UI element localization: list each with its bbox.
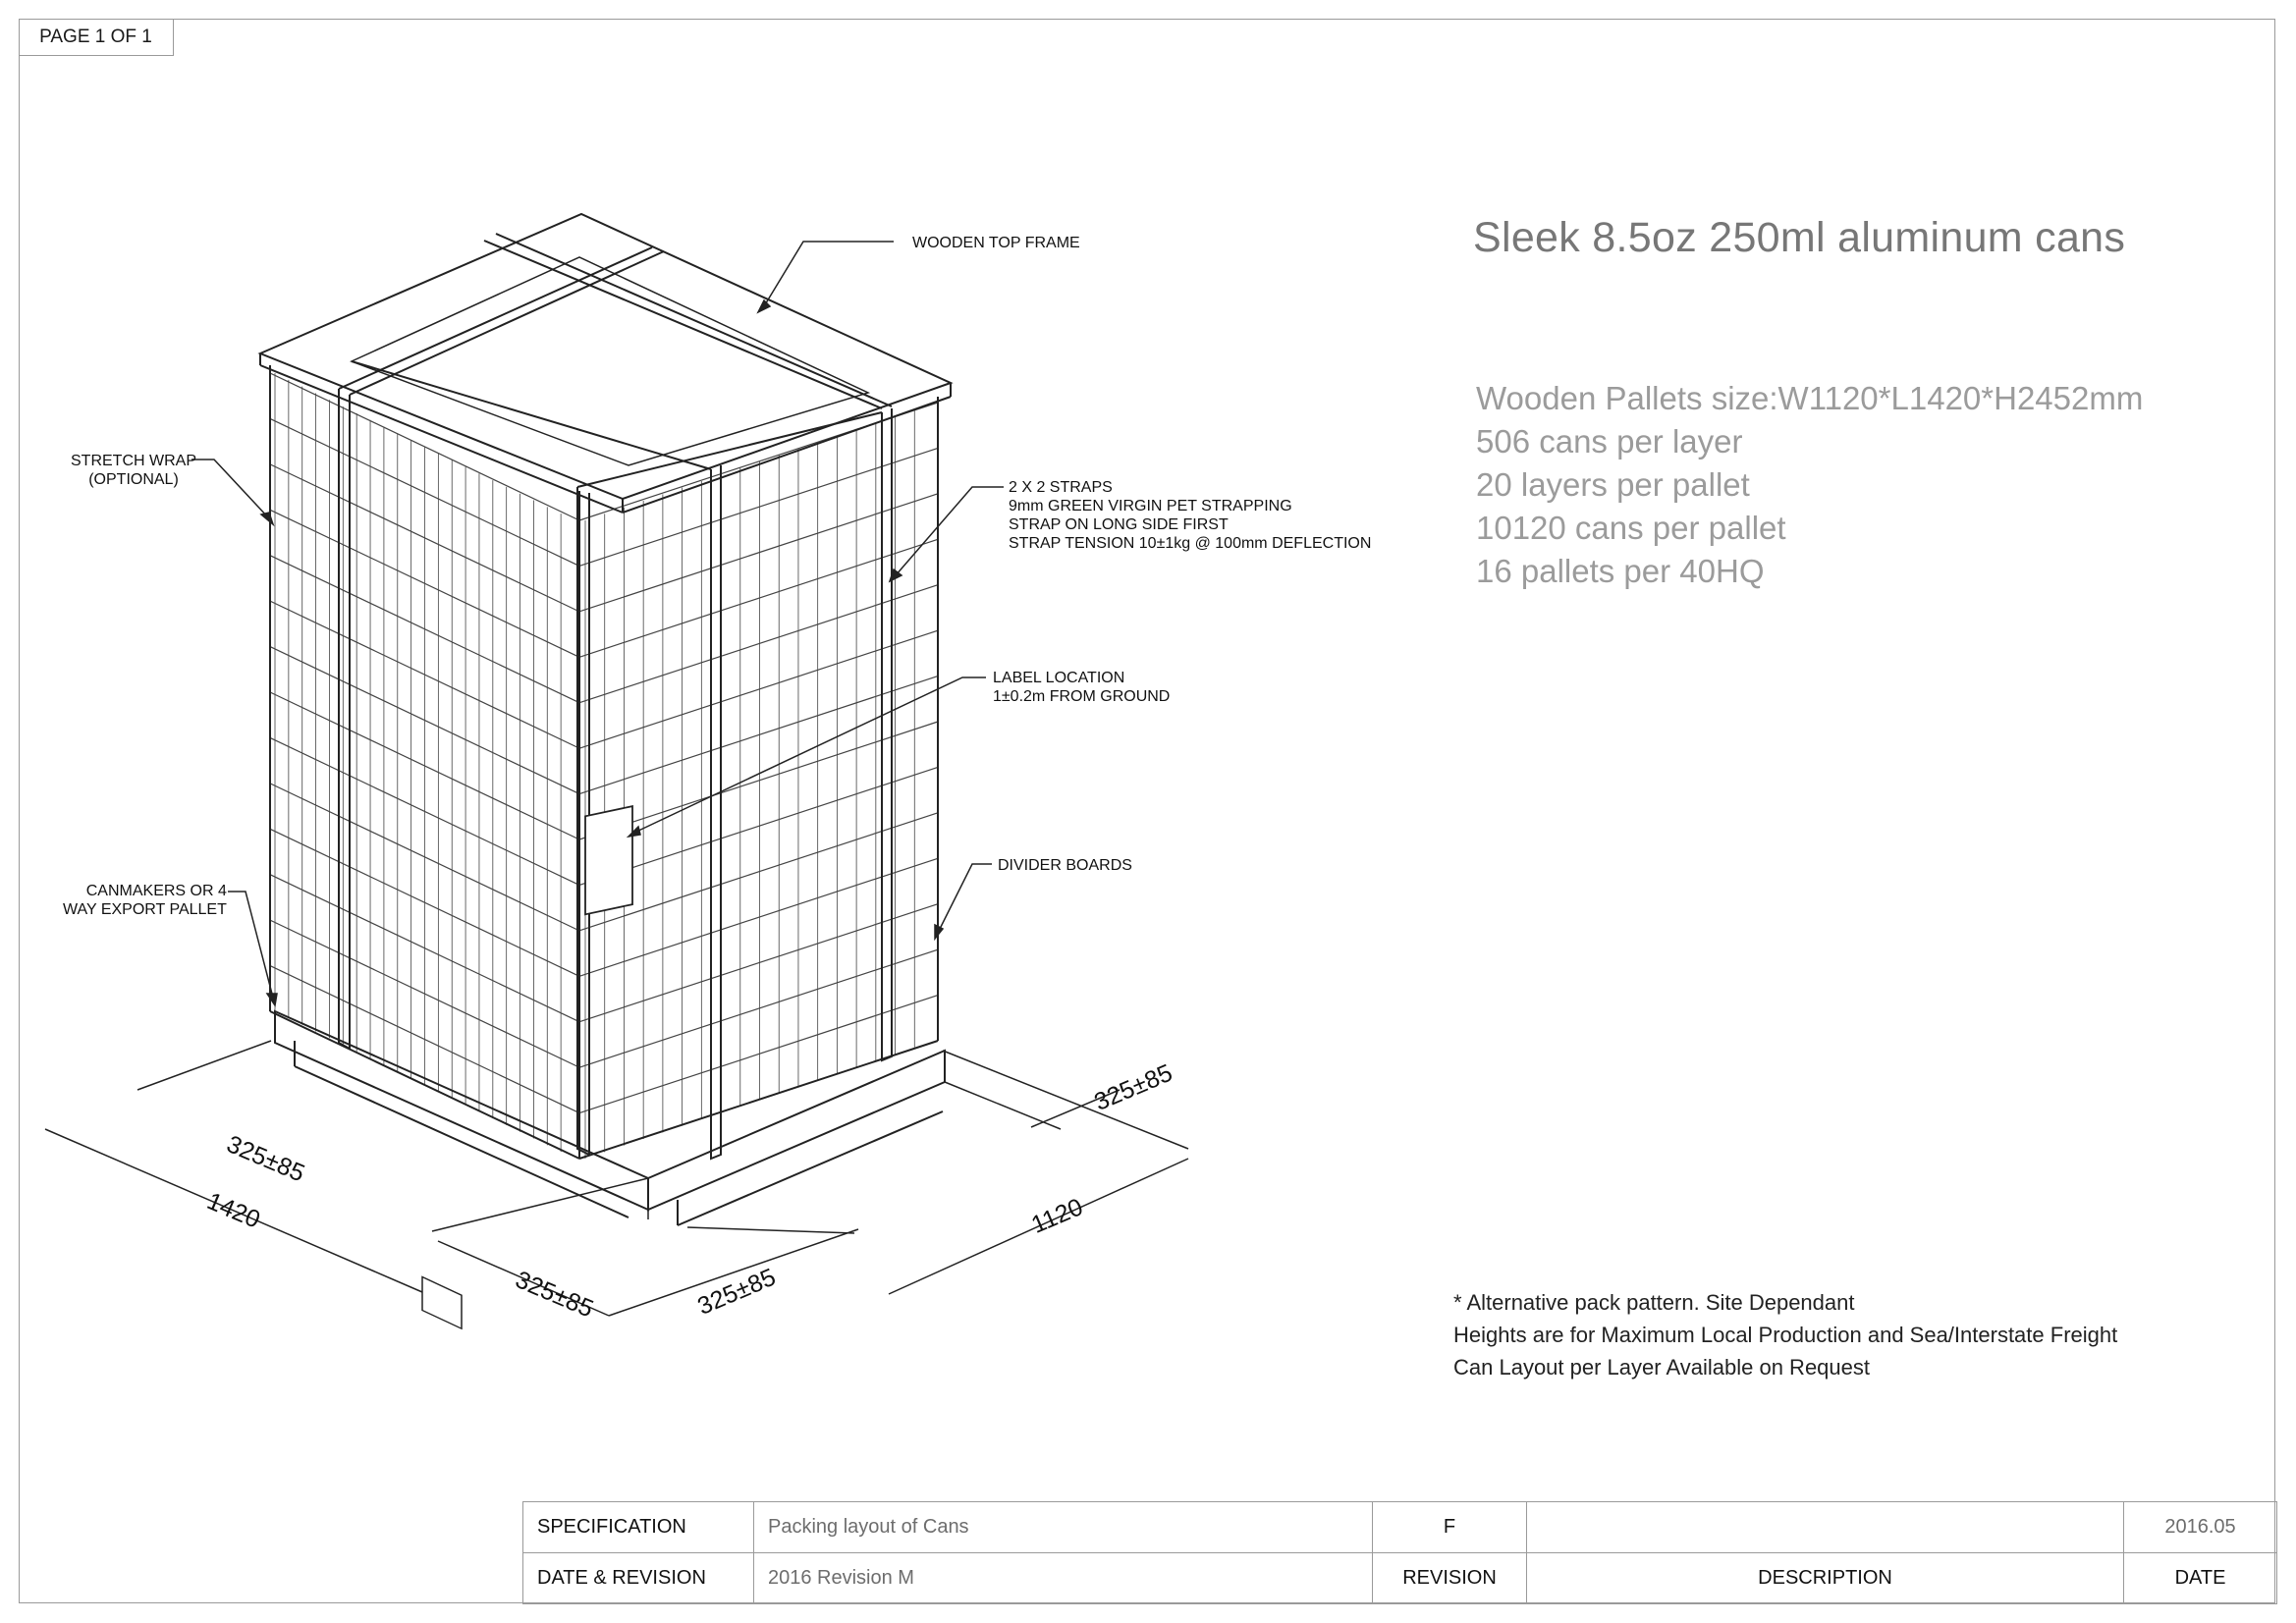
strap-left-front [339,389,350,1049]
callout-stretch-wrap [71,452,196,489]
spec-label: SPECIFICATION [523,1502,754,1553]
callout-straps-line2: 9mm GREEN VIRGIN PET STRAPPING [1009,498,1292,514]
daterev-value: 2016 Revision M [754,1553,1373,1604]
dimension-lines [45,1041,1188,1316]
revision-value: F [1373,1502,1527,1553]
title-block-row-2 [523,1553,2277,1604]
callout-stretch-wrap-line2: (OPTIONAL) [88,471,179,488]
daterev-label: DATE & REVISION [523,1553,754,1604]
revision-label: REVISION [1373,1553,1527,1604]
dim-left-offset: 325±85 [222,1130,309,1188]
can-rows-left-face [270,373,579,1159]
callout-label-line2: 1±0.2m FROM GROUND [993,688,1171,705]
description-label: DESCRIPTION [1527,1553,2124,1604]
title-block [522,1501,2277,1604]
callout-wooden-top-frame: WOODEN TOP FRAME [912,235,1080,251]
date-value: 2016.05 [2124,1502,2277,1553]
spec-cans-per-layer: 506 cans per layer [1476,423,1743,460]
note-line1: * Alternative pack pattern. Site Dependant [1453,1290,1855,1315]
drawing-notes [1453,1286,2117,1383]
spec-pallet-size: Wooden Pallets size:W1120*L1420*H2452mm [1476,380,2144,416]
dim-length: 1420 [202,1187,264,1234]
description-value [1527,1502,2124,1553]
product-title: Sleek 8.5oz 250ml aluminum cans [1473,214,2126,261]
dim-front-right-offset: 325±85 [693,1263,780,1321]
callout-straps-line3: STRAP ON LONG SIDE FIRST [1009,516,1229,533]
callout-pallet-line2: WAY EXPORT PALLET [63,901,227,918]
spec-cans-per-pallet: 10120 cans per pallet [1476,510,1786,546]
strap-side-1 [711,465,721,1159]
note-line3: Can Layout per Layer Available on Request [1453,1355,1870,1380]
callout-label-location [993,669,1170,706]
dim-front-left-offset: 325±85 [511,1266,598,1324]
spec-value: Packing layout of Cans [754,1502,1373,1553]
callout-pallet-line1: CANMAKERS OR 4 [85,883,227,899]
date-label: DATE [2124,1553,2277,1604]
title-block-row-1 [523,1502,2277,1553]
pallet-block [422,1277,462,1329]
straps [339,234,892,1159]
callout-divider-boards: DIVIDER BOARDS [998,857,1132,874]
spec-pallets-per-container: 16 pallets per 40HQ [1476,553,1765,589]
callout-straps-line1: 2 X 2 STRAPS [1009,479,1113,496]
callout-label-line1: LABEL LOCATION [993,670,1125,686]
dim-width: 1120 [1027,1193,1087,1239]
can-rows-right-face [579,403,938,1159]
strap-side-2 [882,408,892,1060]
callout-straps-line4: STRAP TENSION 10±1kg @ 100mm DEFLECTION [1009,535,1372,552]
label-location-box [585,806,632,914]
pallet-outline [260,214,951,1328]
callout-straps [1009,478,1371,553]
page-number-tab: PAGE 1 OF 1 [19,19,174,56]
note-line2: Heights are for Maximum Local Production and Sea/Interstate Freight [1453,1323,2118,1347]
dim-right-offset: 325±85 [1090,1058,1176,1116]
callout-stretch-wrap-line1: STRETCH WRAP [71,453,196,469]
spec-layers-per-pallet: 20 layers per pallet [1476,466,1750,503]
callout-export-pallet [63,882,227,919]
packing-specs [1476,377,2143,593]
